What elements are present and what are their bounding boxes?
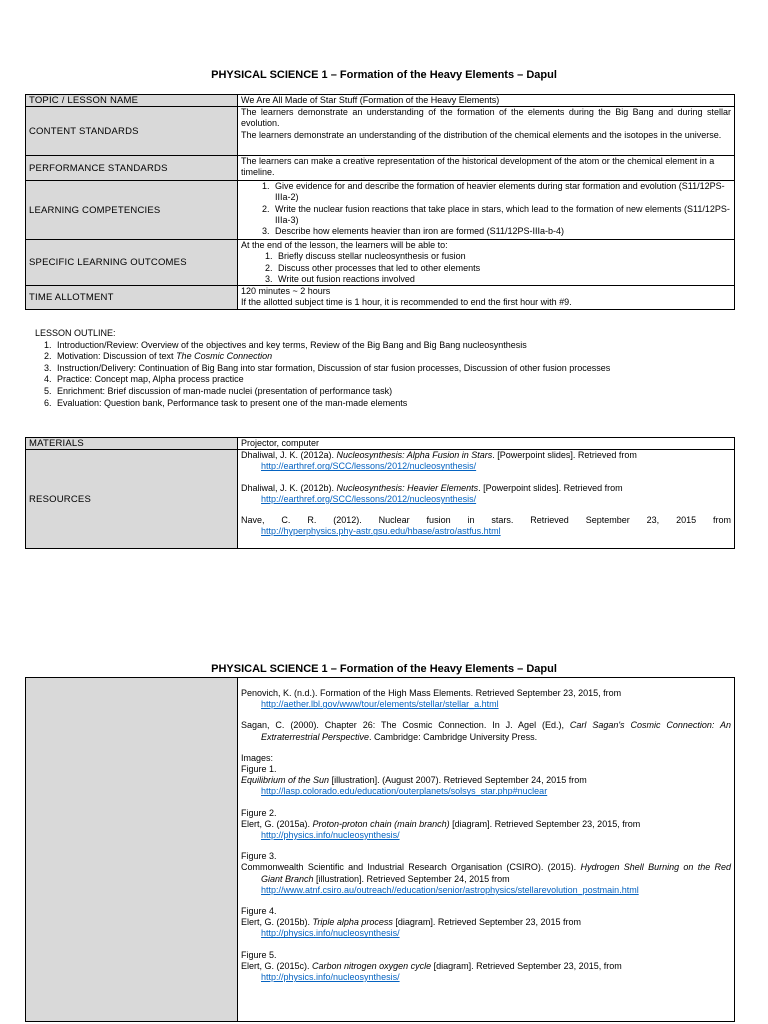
figure-reference bbox=[241, 775, 731, 786]
motivation-italic: The Cosmic Connection bbox=[176, 351, 273, 362]
list-item: 3. Instruction/Delivery: Continuation of Big Bang into star formation, Discussion of star fusion processes, Discussion of other fusion processes bbox=[54, 363, 728, 375]
resources-continued-table bbox=[25, 677, 735, 1022]
ref-text: Elert, G. (2015b). bbox=[241, 917, 313, 928]
figure-label: Figure 2. bbox=[241, 807, 277, 818]
figure-link[interactable]: http://physics.info/nucleosynthesis/ bbox=[261, 972, 400, 983]
ref-text: . Cambridge: Cambridge University Press. bbox=[369, 731, 538, 742]
table-row bbox=[26, 181, 735, 240]
resources-continued-value bbox=[238, 678, 735, 1022]
figure-label: Figure 3. bbox=[241, 851, 277, 862]
ref-text: [illustration]. (August 2007). Retrieved September 24, 2015 from bbox=[329, 775, 587, 786]
ref-text: . [Powerpoint slides]. Retrieved from bbox=[478, 482, 623, 493]
table-row bbox=[26, 286, 735, 309]
time-value bbox=[238, 286, 735, 309]
ref-title: Hydrogen Shell Burning on the Red Giant Branch bbox=[261, 862, 732, 884]
ref-text: Dhaliwal, J. K. (2012a). bbox=[241, 450, 337, 461]
page-title: PHYSICAL SCIENCE 1 – Formation of the Heavy Elements – Dapul bbox=[211, 663, 557, 675]
figure-reference bbox=[241, 917, 731, 928]
row-label: RESOURCES bbox=[26, 450, 238, 549]
row-label-empty bbox=[26, 678, 238, 1022]
table-row bbox=[26, 107, 735, 156]
list-item: 1. Give evidence for and describe the formation of heavier elements during star formation and evolution (S11/12PS-IIIa-2) bbox=[272, 181, 731, 203]
table-row bbox=[26, 438, 735, 450]
figure-label: Figure 4. bbox=[241, 906, 277, 917]
list-item: 3. Describe how elements heavier than iron are formed (S11/12PS-IIIa-b-4) bbox=[272, 226, 731, 237]
lesson-outline bbox=[28, 328, 728, 409]
list-item: 6. Evaluation: Question bank, Performance task to present one of the man-made elements bbox=[54, 398, 728, 410]
table-row bbox=[26, 240, 735, 286]
figure-link[interactable]: http://www.atnf.csiro.au/outreach//education/senior/astrophysics/stellarevolution_postmain.html bbox=[261, 884, 639, 895]
ref-text: [illustration]. Retrieved September 24, 2015 from bbox=[313, 873, 510, 884]
ref-text: Commonwealth Scientific and Industrial Research Organisation (CSIRO). (2015). bbox=[241, 862, 581, 873]
ref-title: Nucleosynthesis: Alpha Fusion in Stars bbox=[336, 450, 493, 461]
ref-title: Nucleosynthesis: Heavier Elements bbox=[336, 482, 479, 493]
figure-reference bbox=[241, 819, 731, 830]
materials-value: Projector, computer bbox=[238, 438, 735, 450]
reference bbox=[241, 720, 731, 742]
list-item: 2. Write the nuclear fusion reactions that take place in stars, which lead to the formation of new elements (S11/12PS-IIIa-3) bbox=[272, 204, 731, 226]
ref-text: Dhaliwal, J. K. (2012b). bbox=[241, 482, 337, 493]
reference bbox=[241, 450, 731, 461]
competencies-value bbox=[238, 181, 735, 240]
figure-reference bbox=[241, 862, 731, 884]
content-standard-2: The learners demonstrate an understanding of the distribution of the chemical elements and the isotopes in the universe. bbox=[241, 129, 722, 140]
row-label: SPECIFIC LEARNING OUTCOMES bbox=[26, 240, 238, 286]
list-item: 2. Discuss other processes that led to other elements bbox=[275, 263, 731, 274]
resources-value bbox=[238, 450, 735, 549]
outline-heading: LESSON OUTLINE: bbox=[35, 328, 116, 338]
content-standards-value bbox=[238, 107, 735, 156]
outcomes-value bbox=[238, 240, 735, 286]
time-line-1: 120 minutes ~ 2 hours bbox=[241, 286, 331, 297]
ref-title: Equilibrium of the Sun bbox=[241, 775, 330, 786]
figure-link[interactable]: http://lasp.colorado.edu/education/outerplanets/solsys_star.php#nuclear bbox=[261, 786, 548, 797]
reference-link[interactable]: http://earthref.org/SCC/lessons/2012/nucleosynthesis/ bbox=[261, 493, 477, 504]
time-line-2: If the allotted subject time is 1 hour, it is recommended to end the first hour with #9. bbox=[241, 297, 572, 308]
reference: Penovich, K. (n.d.). Formation of the High Mass Elements. Retrieved September 23, 2015, from bbox=[241, 688, 622, 698]
table-row bbox=[26, 450, 735, 549]
reference: Nave, C. R. (2012). Nuclear fusion in stars. Retrieved September 23, 2015 from bbox=[241, 515, 731, 526]
ref-title: Proton-proton chain (main branch) bbox=[312, 818, 450, 829]
lesson-info-table bbox=[25, 94, 735, 310]
list-item bbox=[54, 351, 728, 363]
ref-title: Carbon nitrogen oxygen cycle bbox=[312, 960, 432, 971]
table-row bbox=[26, 678, 735, 1022]
materials-table bbox=[25, 437, 735, 549]
ref-title: Carl Sagan's Cosmic Connection: An Extraterrestrial Perspective bbox=[261, 720, 731, 742]
list-item: 4. Practice: Concept map, Alpha process practice bbox=[54, 374, 728, 386]
row-label: CONTENT STANDARDS bbox=[26, 107, 238, 156]
figure-label: Figure 1. bbox=[241, 764, 277, 775]
ref-title: Triple alpha process bbox=[312, 917, 393, 928]
ref-text: Sagan, C. (2000). Chapter 26: The Cosmic Connection. In J. Agel (Ed.), bbox=[241, 720, 570, 731]
ref-text: [diagram]. Retrieved September 23, 2015 from bbox=[392, 917, 582, 928]
figure-reference bbox=[241, 961, 731, 972]
page-title: PHYSICAL SCIENCE 1 – Formation of the Heavy Elements – Dapul bbox=[211, 69, 557, 81]
row-label: MATERIALS bbox=[26, 438, 238, 450]
motivation-text: Motivation: Discussion of text bbox=[57, 351, 177, 362]
ref-text: Elert, G. (2015a). bbox=[241, 818, 313, 829]
row-label: LEARNING COMPETENCIES bbox=[26, 181, 238, 240]
figure-label: Figure 5. bbox=[241, 949, 277, 960]
list-item: 3. Write out fusion reactions involved bbox=[275, 274, 731, 285]
table-row bbox=[26, 156, 735, 181]
content-standard-1: The learners demonstrate an understanding of the formation of the elements during the Big Bang and during stellar evolution. bbox=[241, 107, 731, 129]
list-item: 1. Introduction/Review: Overview of the objectives and key terms, Review of the Big Bang and Big Bang nucleosynthesis bbox=[54, 340, 728, 352]
reference-link[interactable]: http://aether.lbl.gov/www/tour/elements/stellar/stellar_a.html bbox=[261, 699, 499, 710]
ref-text: [diagram]. Retrieved September 23, 2015, from bbox=[431, 960, 622, 971]
images-label: Images: bbox=[241, 752, 274, 763]
row-label: TIME ALLOTMENT bbox=[26, 286, 238, 309]
table-row bbox=[26, 95, 735, 107]
reference bbox=[241, 483, 731, 494]
list-item: 1. Briefly discuss stellar nucleosynthesis or fusion bbox=[275, 251, 731, 262]
row-label: PERFORMANCE STANDARDS bbox=[26, 156, 238, 181]
reference-link[interactable]: http://hyperphysics.phy-astr.gsu.edu/hbase/astro/astfus.html bbox=[261, 526, 501, 537]
row-label: TOPIC / LESSON NAME bbox=[26, 95, 238, 107]
ref-text: Elert, G. (2015c). bbox=[241, 960, 313, 971]
outcomes-intro: At the end of the lesson, the learners will be able to: bbox=[241, 240, 448, 251]
ref-text: [diagram]. Retrieved September 23, 2015, from bbox=[449, 818, 641, 829]
topic-value: We Are All Made of Star Stuff (Formation of the Heavy Elements) bbox=[238, 95, 735, 107]
figure-link[interactable]: http://physics.info/nucleosynthesis/ bbox=[261, 830, 400, 841]
list-item: 5. Enrichment: Brief discussion of man-made nuclei (presentation of performance task) bbox=[54, 386, 728, 398]
reference-link[interactable]: http://earthref.org/SCC/lessons/2012/nucleosynthesis/ bbox=[261, 461, 477, 472]
ref-text: . [Powerpoint slides]. Retrieved from bbox=[492, 450, 637, 461]
figure-link[interactable]: http://physics.info/nucleosynthesis/ bbox=[261, 928, 400, 939]
performance-standards-value: The learners can make a creative representation of the historical development of the atom or the chemical element in a timeline. bbox=[238, 156, 735, 181]
